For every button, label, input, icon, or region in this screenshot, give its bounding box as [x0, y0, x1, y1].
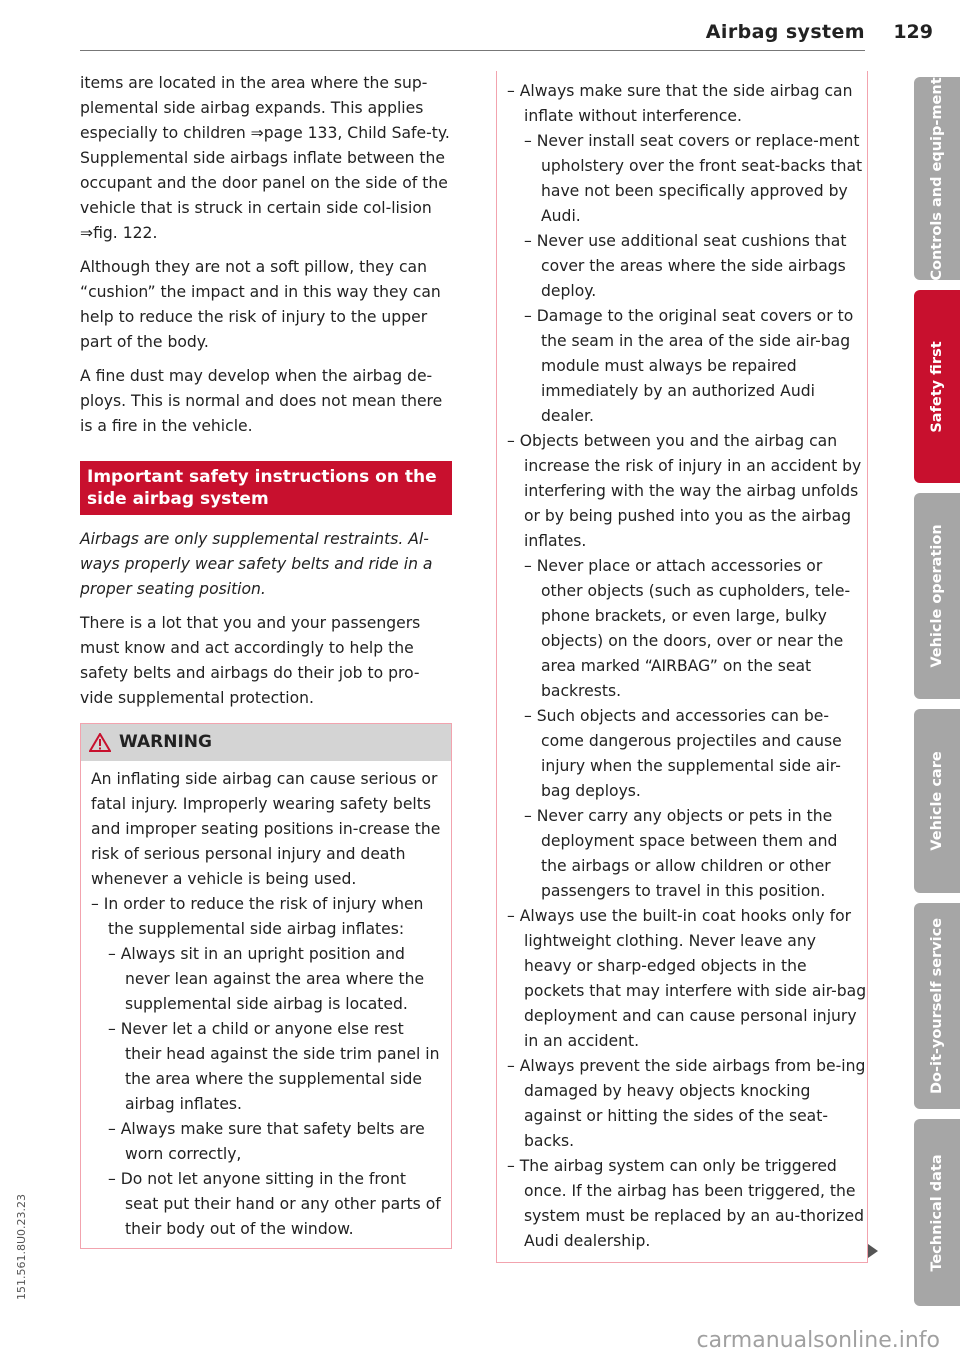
right-column-warning-continued	[496, 71, 868, 1263]
tab-technical-data[interactable]	[914, 1119, 960, 1306]
list-item: – Do not let anyone sitting in the front seat put their hand or any other parts of their body out of the window.	[108, 1170, 441, 1238]
warning-text: An inflating side airbag can cause serious or fatal injury. Improperly wearing safety belts and improper seating positions in-crease the risk of serious personal injury and death whenever a vehicle is being used.	[91, 770, 441, 888]
tab-do-it-yourself-service[interactable]	[914, 903, 960, 1109]
watermark: carmanualsonline.info	[696, 1328, 940, 1353]
page-header-title: Airbag system	[705, 21, 865, 43]
left-column	[80, 71, 452, 1249]
list-item: – Damage to the original seat covers or to the seam in the area of the side air-bag module must always be repaired immediately by an authorized Audi dealer.	[524, 307, 854, 425]
warning-body	[81, 761, 451, 1248]
list-item	[507, 79, 867, 429]
warning-header	[81, 724, 451, 761]
list-item: – Never place or attach accessories or other objects (such as cupholders, tele-phone brackets, or even large, bulky objects) on the doors, over or near the area marked “AIRBAG” on the seat backrests.	[524, 557, 851, 700]
tab-label: Vehicle care	[929, 751, 945, 851]
warning-triangle-icon	[89, 733, 111, 752]
tab-label: Safety first	[929, 340, 945, 433]
list-item-text: – In order to reduce the risk of injury when the supplemental side airbag inflates:	[91, 895, 424, 938]
paragraph: Although they are not a soft pillow, they can “cushion” the impact and in this way they can help to reduce the risk of injury to the upper part of the body.	[80, 258, 441, 351]
warning-list-continued	[507, 79, 867, 1254]
list-item: – Always sit in an upright position and never lean against the area where the supplemental side airbag is located.	[108, 945, 425, 1013]
sublist	[524, 554, 867, 904]
intro-italic: Airbags are only supplemental restraints. Al-ways properly wear safety belts and ride in a proper seating position.	[80, 530, 433, 598]
list-item: – Never use additional seat cushions that cover the areas where the side airbags deploy.	[524, 232, 847, 300]
list-item: – Never carry any objects or pets in the deployment space between them and the airbags or allow children or other passengers to travel in this position.	[524, 807, 838, 900]
list-item	[507, 429, 867, 904]
document-code: 151.561.8U0.23.23	[15, 1193, 28, 1300]
sublist	[524, 129, 867, 429]
tab-label: Controls and equip-ment	[929, 76, 945, 281]
tab-label: Technical data	[929, 1153, 945, 1272]
list-item: – Always prevent the side airbags from be-ing damaged by heavy objects knocking against or hitting the sides of the seat-backs.	[507, 1057, 866, 1150]
tab-label: Vehicle operation	[929, 524, 945, 668]
warning-list	[91, 892, 441, 1242]
list-item-text: – Objects between you and the airbag can increase the risk of injury in an accident by interfering with the way the airbag unfolds or by being pushed into you as the airbag inflates.	[507, 432, 862, 550]
tab-label: Do-it-yourself service	[929, 917, 945, 1095]
paragraph: items are located in the area where the sup-plemental side airbag expands. This applies especially to children ⇒page 133, Child Safe-ty. Supplemental side airbags inflate between the occupant and the door panel on the side of the vehicle that is struck in certain side col-lision ⇒fig. 122.	[80, 74, 450, 242]
tab-safety-first[interactable]	[914, 290, 960, 483]
list-item	[91, 892, 441, 1242]
paragraph: A fine dust may develop when the airbag de-ploys. This is normal and does not mean there is a fire in the vehicle.	[80, 367, 443, 435]
continue-arrow-icon	[868, 1244, 878, 1258]
list-item: – Always make sure that safety belts are worn correctly,	[108, 1120, 425, 1163]
list-item: – The airbag system can only be triggered once. If the airbag has been triggered, the system must be replaced by an au-thorized Audi dealership.	[507, 1157, 865, 1250]
list-item: – Never install seat covers or replace-ment upholstery over the front seat-backs that have not been specifically approved by Audi.	[524, 132, 863, 225]
list-item: – Never let a child or anyone else rest their head against the side trim panel in the area where the supplemental side airbag inflates.	[108, 1020, 440, 1113]
tab-vehicle-operation[interactable]	[914, 493, 960, 699]
warning-sublist	[108, 942, 441, 1242]
list-item-text: – Always make sure that the side airbag can inflate without interference.	[507, 82, 853, 125]
section-heading: Important safety instructions on the side airbag system	[80, 461, 452, 515]
warning-box	[80, 723, 452, 1249]
tab-vehicle-care[interactable]	[914, 709, 960, 893]
tab-controls-and-equipment[interactable]	[914, 77, 960, 280]
warning-title: WARNING	[119, 732, 212, 752]
page-number: 129	[893, 21, 933, 43]
paragraph: There is a lot that you and your passengers must know and act accordingly to help the safety belts and airbags do their job to pro-vide supplemental protection.	[80, 614, 421, 707]
list-item: – Always use the built-in coat hooks only for lightweight clothing. Never leave any heavy or sharp-edged objects in the pockets that may interfere with side air-bag deployment and can cause personal injury in an accident.	[507, 907, 867, 1050]
header-rule	[80, 50, 865, 51]
list-item: – Such objects and accessories can be-come dangerous projectiles and cause injury when the supplemental side air-bag deploys.	[524, 707, 842, 800]
